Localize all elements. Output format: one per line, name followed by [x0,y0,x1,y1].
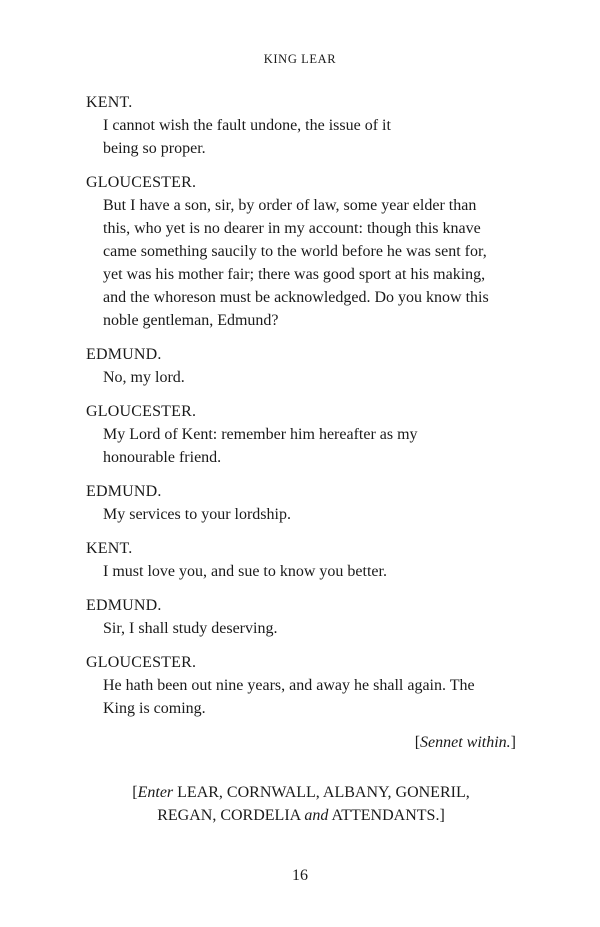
entrance-line-2 [86,804,516,827]
entrance-line-1 [86,781,516,804]
bracket-close: ] [510,734,516,751]
stage-direction-text: Sennet within. [420,734,511,751]
speaker-name: KENT. [86,94,133,111]
speech [86,537,516,583]
speech-line: My services to your lordship. [103,506,291,523]
speech-line: King is coming. [103,700,206,717]
speech-line: I must love you, and sue to know you better. [103,563,387,580]
stage-direction-sennet [86,731,516,754]
speech-line: and the whoreson must be acknowledged. Do you know this [103,289,489,306]
speech-line: He hath been out nine years, and away he shall again. The [103,677,475,694]
speech [86,91,516,160]
running-head: KING LEAR [263,52,337,66]
speaker-name: EDMUND. [86,597,162,614]
play-text [86,91,516,827]
stage-direction-entrance [86,781,516,827]
speech-line: Sir, I shall study deserving. [103,620,278,637]
page-number: 16 [292,867,308,884]
speech [86,480,516,526]
speech-line: honourable friend. [103,449,222,466]
entrance-characters-1: LEAR, CORNWALL, ALBANY, GONERIL, [173,784,470,801]
speaker-name: EDMUND. [86,346,162,363]
speech [86,343,516,389]
and-word: and [304,807,329,824]
speech-line: yet was his mother fair; there was good sport at his making, [103,266,486,283]
speech [86,171,516,332]
entrance-characters-3: ATTENDANTS.] [328,807,445,824]
speaker-name: GLOUCESTER. [86,403,197,420]
speaker-name: EDMUND. [86,483,162,500]
speech [86,651,516,720]
speech-line: being so proper. [103,140,206,157]
speech-line: came something saucily to the world before he was sent for, [103,243,487,260]
speech [86,594,516,640]
speech-line: But I have a son, sir, by order of law, some year elder than [103,197,477,214]
speaker-name: KENT. [86,540,133,557]
enter-word: Enter [137,784,174,801]
bracket-open: [ [414,734,421,751]
speaker-name: GLOUCESTER. [86,654,197,671]
speaker-name: GLOUCESTER. [86,174,197,191]
speech-line: No, my lord. [103,369,185,386]
speech [86,400,516,469]
entrance-characters-2: REGAN, CORDELIA [157,807,305,824]
speech-line: I cannot wish the fault undone, the issue of it [103,117,391,134]
speech-line: this, who yet is no dearer in my account: though this knave [103,220,481,237]
bracket-open: [ [132,784,138,801]
speech-line: noble gentleman, Edmund? [103,312,279,329]
speech-line: My Lord of Kent: remember him hereafter as my [103,426,418,443]
